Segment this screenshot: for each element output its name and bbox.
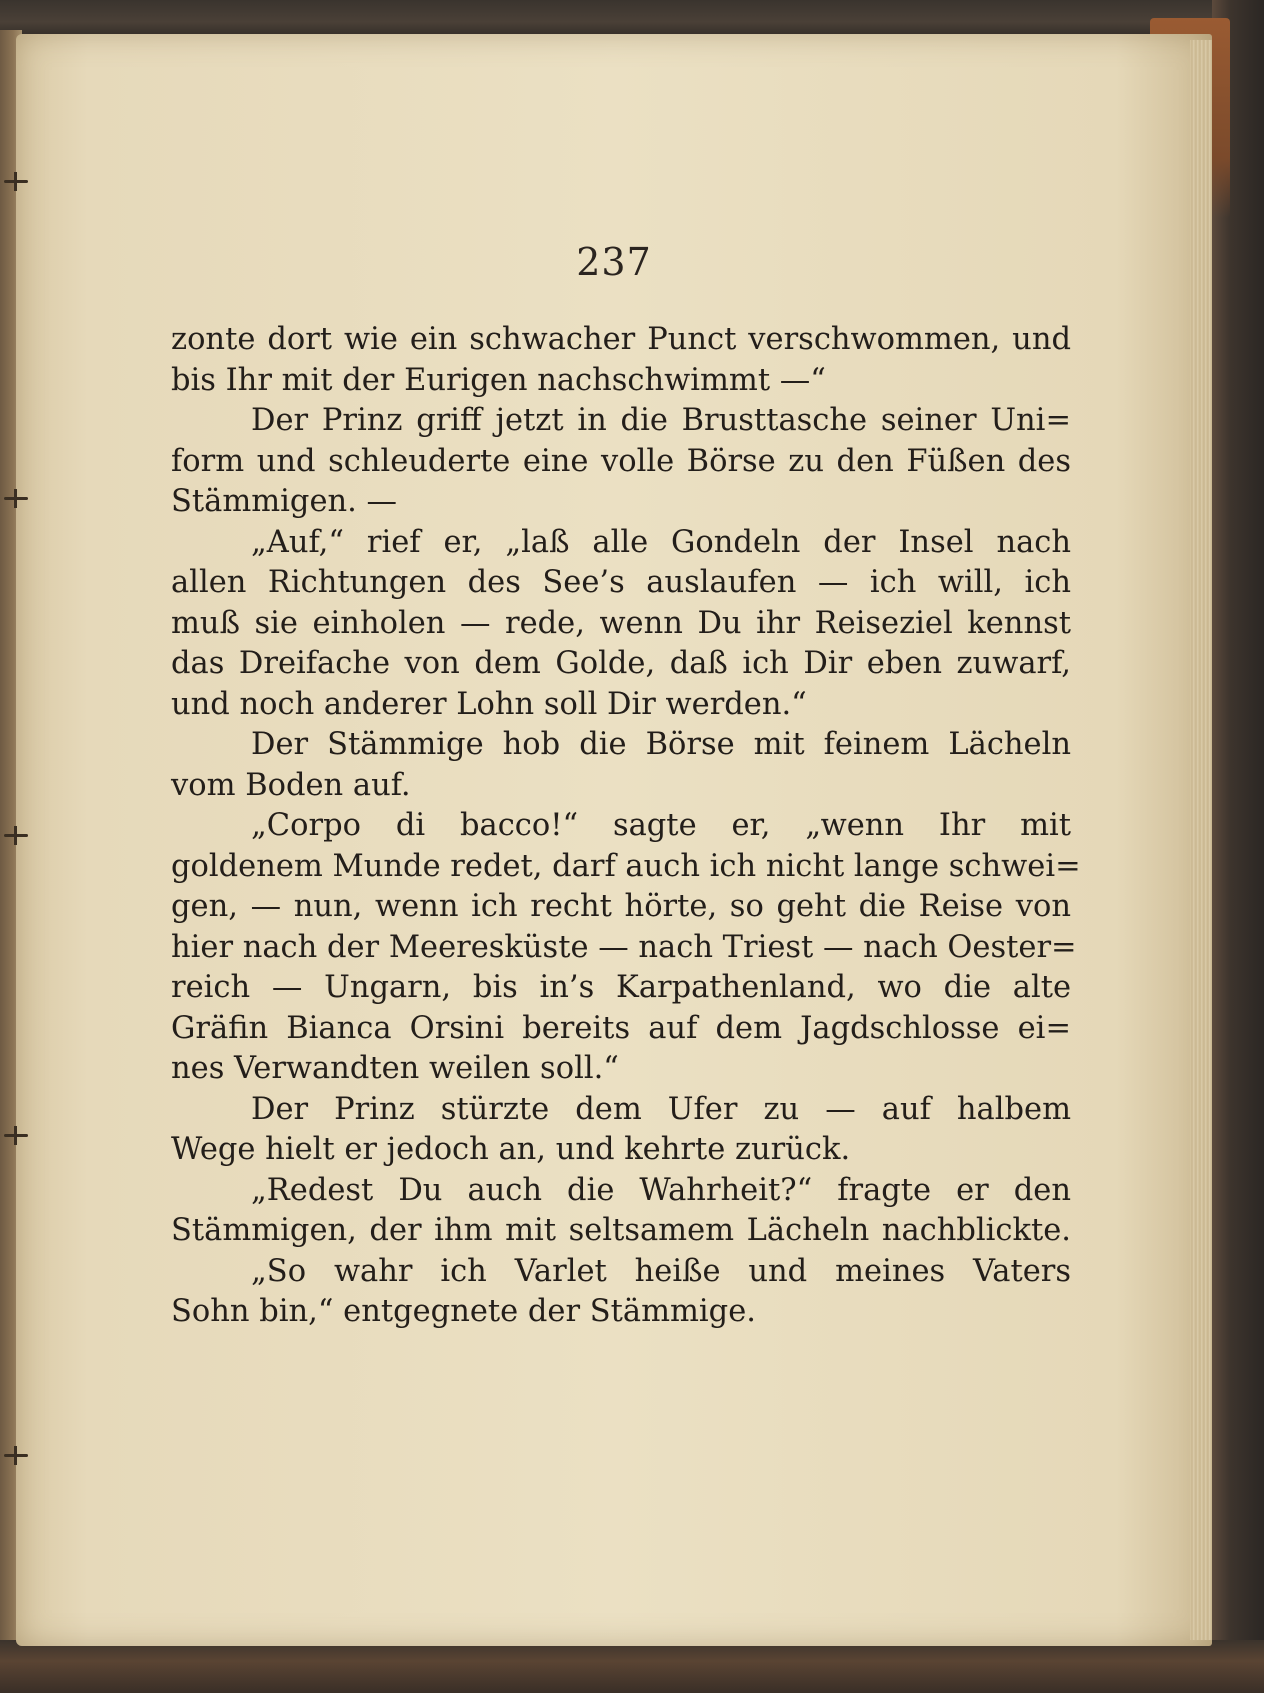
text-line: gen, — nun, wenn ich recht hörte, so geht die Reise von	[171, 889, 1071, 924]
text-line: Stämmigen. —	[171, 484, 398, 519]
text-line: reich — Ungarn, bis in’s Karpathenland, wo die alte	[171, 970, 1071, 1005]
text-line: allen Richtungen des See’s auslaufen — ich will, ich	[171, 565, 1071, 600]
text-line: das Dreifache von dem Golde, daß ich Dir eben zuwarf,	[171, 646, 1071, 681]
text-line: form und schleuderte eine volle Börse zu den Füßen des	[171, 443, 1071, 479]
text-line: und noch anderer Lohn soll Dir werden.“	[171, 686, 807, 722]
text-line: „So wahr ich Varlet heiße und meines Vaters	[251, 1253, 1071, 1289]
binding-stitch	[4, 1454, 28, 1457]
page-text	[171, 320, 1081, 1333]
binding-stitch	[4, 834, 28, 837]
binding-stitch	[4, 1134, 28, 1137]
text-line: Gräfin Bianca Orsini bereits auf dem Jagdschlosse ei=	[171, 1010, 1071, 1046]
book-page	[16, 34, 1212, 1646]
text-line: Der Prinz griff jetzt in die Brusttasche seiner Uni=	[251, 403, 1071, 438]
text-line: Sohn bin,“ entgegnete der Stämmige.	[171, 1294, 756, 1329]
book-cover-bottom	[0, 1640, 1264, 1693]
text-line: bis Ihr mit der Eurigen nachschwimmt —“	[171, 362, 826, 398]
text-line: Stämmigen, der ihm mit seltsamem Lächeln nachblickte.	[171, 1213, 1071, 1248]
page-edge	[1190, 40, 1212, 1640]
text-line: „Redest Du auch die Wahrheit?“ fragte er den	[251, 1172, 1071, 1208]
text-line: vom Boden auf.	[171, 767, 411, 803]
text-line: „Auf,“ rief er, „laß alle Gondeln der Insel nach	[251, 524, 1071, 560]
text-line: Der Stämmige hob die Börse mit feinem Lächeln	[251, 727, 1071, 762]
text-line: zonte dort wie ein schwacher Punct verschwommen, und	[171, 322, 1071, 357]
binding-stitch	[4, 497, 28, 500]
text-line: nes Verwandten weilen soll.“	[171, 1051, 619, 1086]
text-line: Der Prinz stürzte dem Ufer zu — auf halbem	[251, 1091, 1071, 1127]
text-line: Wege hielt er jedoch an, und kehrte zurück.	[171, 1132, 851, 1167]
text-line: muß sie einholen — rede, wenn Du ihr Reiseziel kennst	[171, 605, 1071, 641]
text-line: goldenem Munde redet, darf auch ich nicht lange schwei=	[171, 848, 1081, 884]
page-number: 237	[576, 240, 652, 284]
text-line: „Corpo di bacco!“ sagte er, „wenn Ihr mit	[251, 808, 1071, 843]
text-line: hier nach der Meeresküste — nach Triest — nach Oester=	[171, 929, 1077, 965]
book-cover-right	[1212, 0, 1264, 1693]
binding-stitch	[4, 180, 28, 183]
